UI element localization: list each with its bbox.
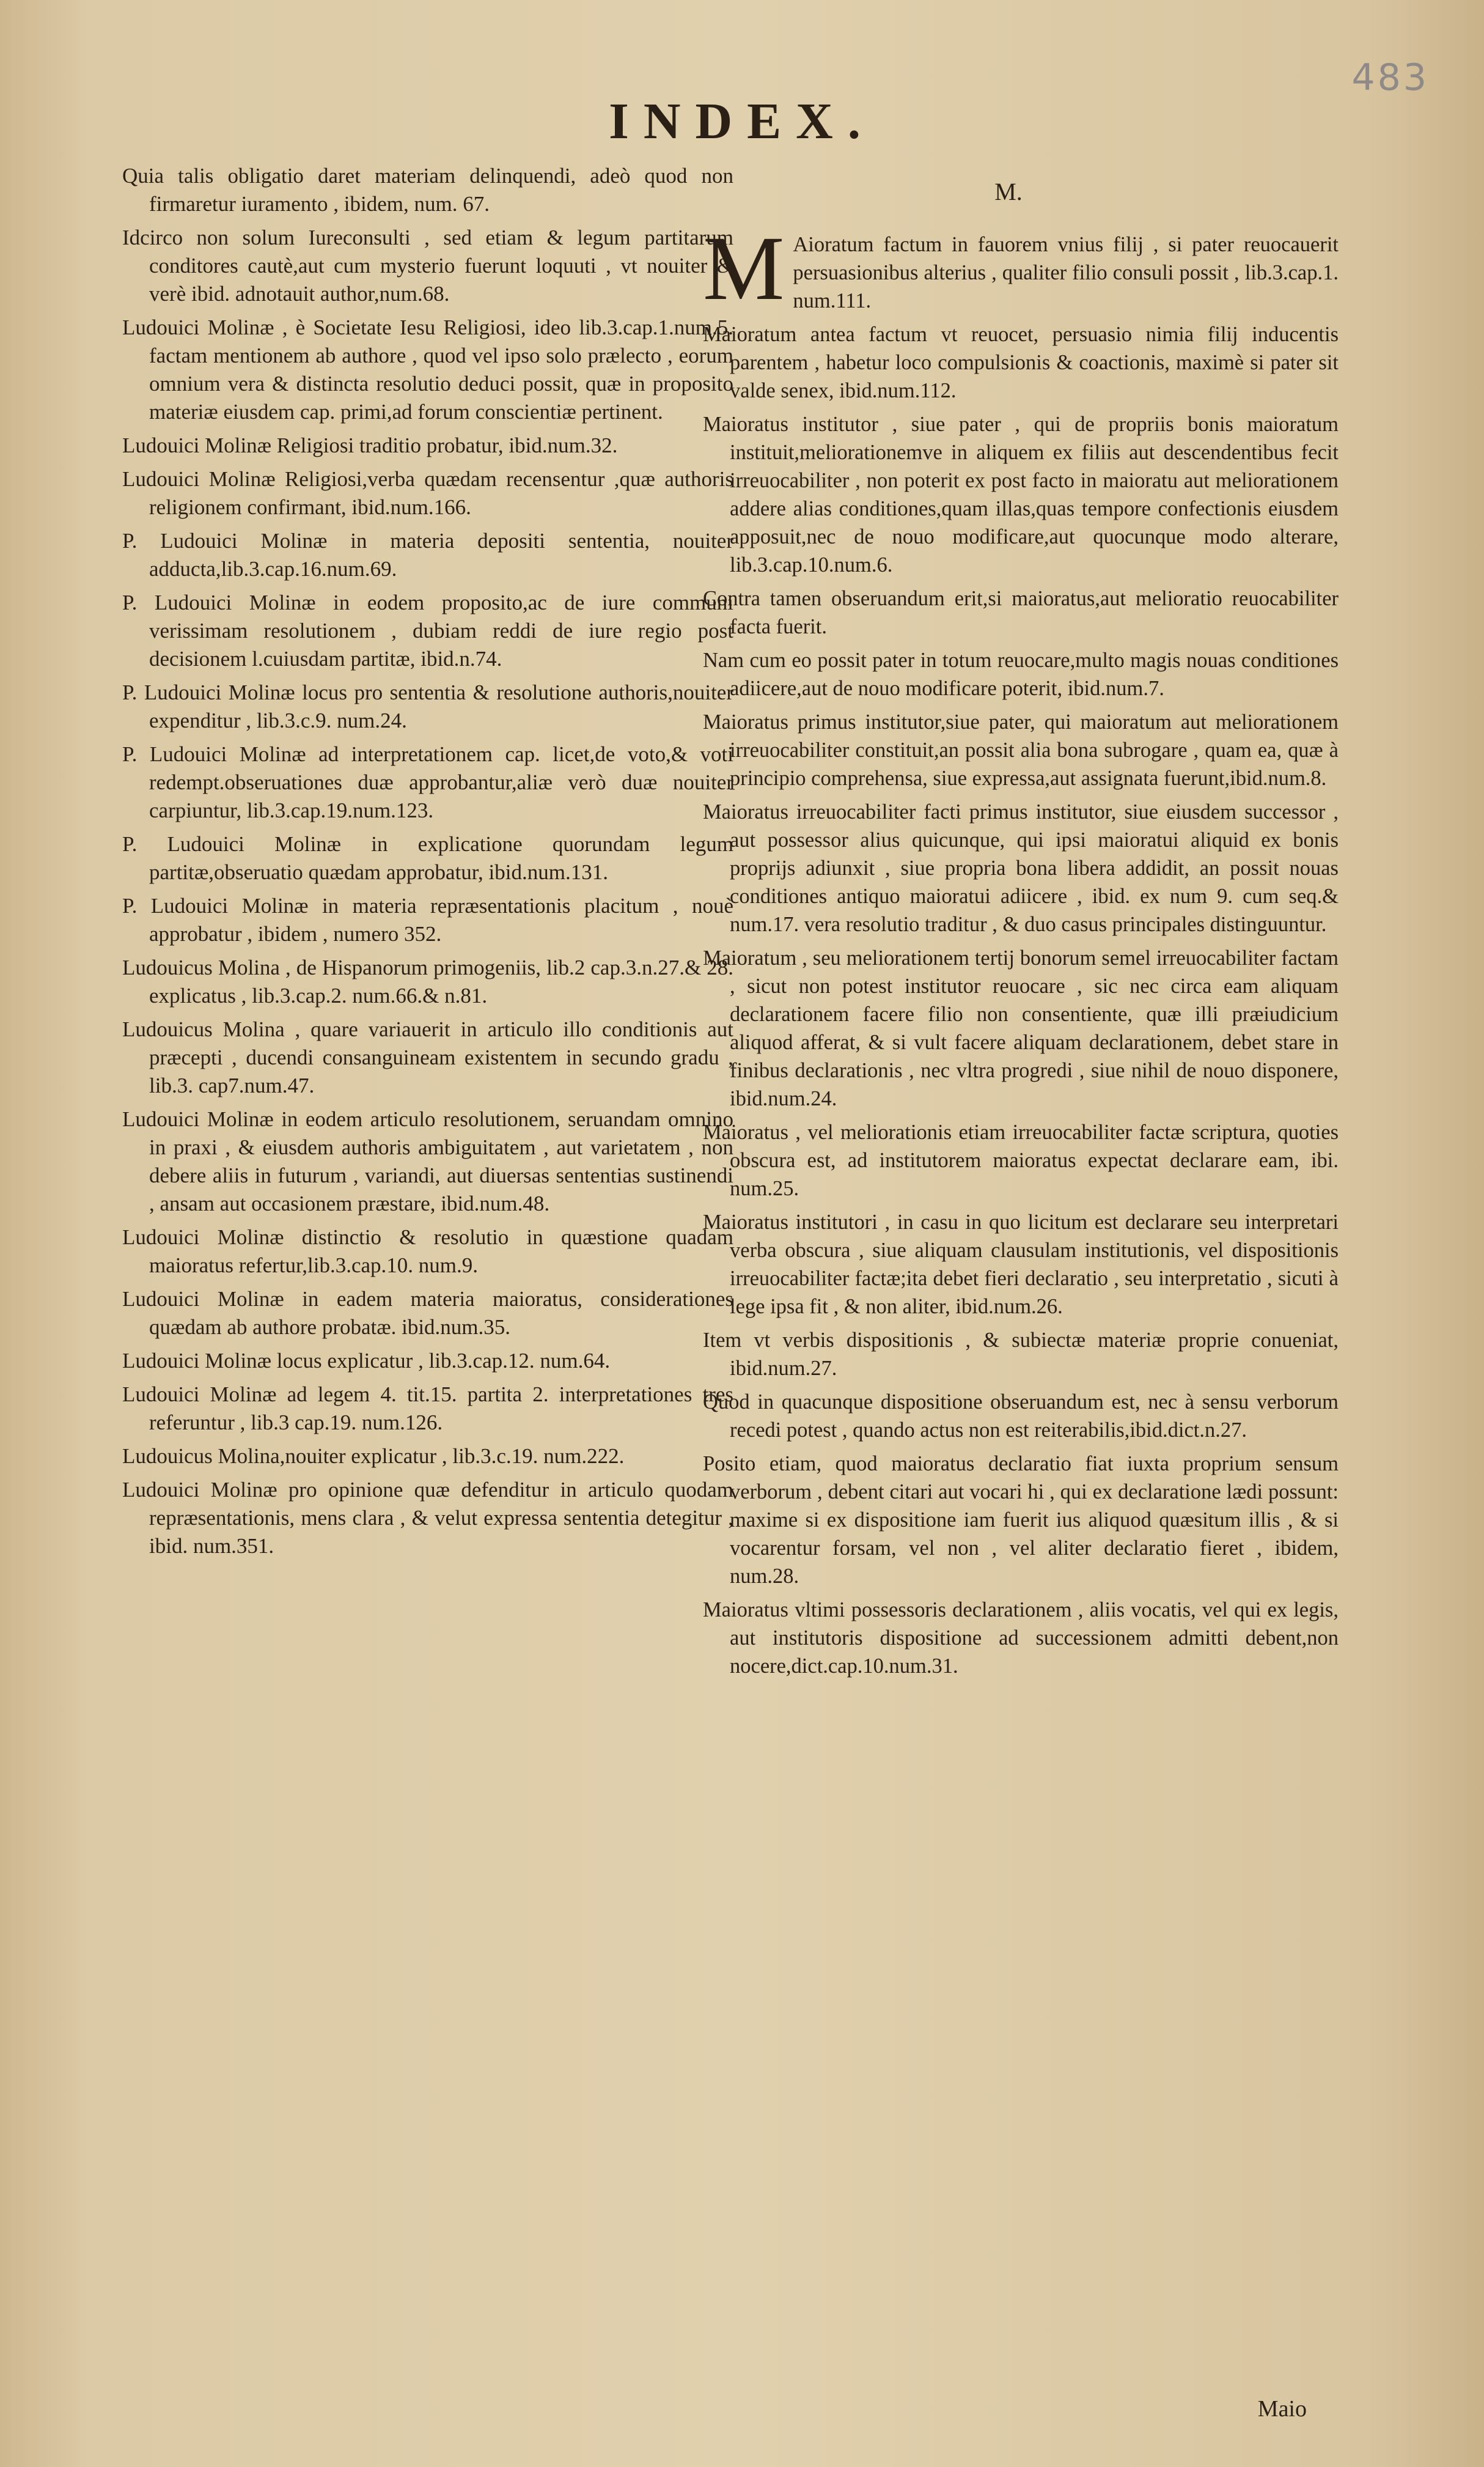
index-entry: Ludouici Molinæ pro opinione quæ defenditur in articulo quodam repræsentationis, mens clara , & velut expressa sententia detegitur , ibid. num.351. [122, 1478, 733, 1558]
index-entry: Ludouici Molinæ locus explicatur , lib.3.cap.12. num.64. [122, 1349, 611, 1373]
index-entry: Ludouicus Molina , quare variauerit in articulo illo conditionis aut præcepti , ducendi consanguineam existentem in secundo gradu , lib.3. cap7.num.47. [122, 1017, 733, 1097]
index-entry: Ludouici Molinæ in eodem articulo resolutionem, seruandam omnino in praxi , & eiusdem authoris ambiguitatem , aut varietatem , non debere aliis in futurum , variandi, aut diuersas sententias sustinendi , ansam aut occasionem præstare, ibid.num.48. [122, 1107, 733, 1215]
index-entry: P. Ludouici Molinæ in eodem proposito,ac de iure communi verissimam resolutionem , dubiam reddi de iure regio post decisionem l.cuiusdam partitæ, ibid.n.74. [122, 591, 733, 671]
drop-cap: M [703, 218, 785, 319]
index-entry: Item vt verbis dispositionis , & subiectæ materiæ proprie conueniat, ibid.num.27. [703, 1329, 1339, 1380]
index-entry-first [703, 218, 1339, 319]
left-column [122, 162, 733, 1566]
first-entry-text: Aioratum factum in fauorem vnius filij , si pater reuocauerit persuasionibus alterius , qualiter filio consuli possit , lib.3.cap.1. num.111. [793, 233, 1339, 312]
index-entry: P. Ludouici Molinæ ad interpretationem cap. licet,de voto,& voti redempt.obseruationes duæ approbantur,aliæ verò duæ nouiter carpiuntur, lib.3.cap.19.num.123. [122, 742, 733, 822]
index-entry: Quod in quacunque dispositione obseruandum est, nec à sensu verborum recedi potest , quando actus non est reiterabilis,ibid.dict.n.27. [703, 1390, 1339, 1442]
index-entry: Maioratus institutori , in casu in quo licitum est declarare seu interpretari verba obscura , siue aliquam clausulam institutionis, vel dispositionis irreuocabiliter factæ;ita debet fieri declaratio , seu interpretatio , sicuti à lege ipsa fit , & non aliter, ibid.num.26. [703, 1211, 1339, 1318]
index-entry: Posito etiam, quod maioratus declaratio fiat iuxta proprium sensum verborum , debent citari aut vocari hi , qui ex declaratione lædi possunt: maxime si ex dispositione iam fuerit ius aliquod quæsitum illis , & si vocarentur forsam, vel non , vel aliter declaratio fieret , ibidem, num.28. [703, 1452, 1339, 1588]
index-entry: Quia talis obligatio daret materiam delinquendi, adeò quod non firmaretur iuramento , ibidem, num. 67. [122, 164, 733, 216]
index-entry: Maioratus , vel meliorationis etiam irreuocabiliter factæ scriptura, quoties obscura est, ad institutorem maioratus expectat declarare eam, ibi. num.25. [703, 1121, 1339, 1200]
index-entry: Maioratum , seu meliorationem tertij bonorum semel irreuocabiliter factam , sicut non potest institutor reuocare , sic nec circa eam aliquam declarationem facere filio non consentiente, quæ illi præiudicium aliquod afferat, & si vult facere aliquam declarationem, debet stare in finibus declarationis , nec vltra progredi , siue nihil de nouo disponere, ibid.num.24. [703, 946, 1339, 1110]
catchword: Maio [1257, 2396, 1307, 2422]
index-entry: Ludouici Molinæ ad legem 4. tit.15. partita 2. interpretationes tres referuntur , lib.3 cap.19. num.126. [122, 1382, 733, 1434]
folio-number: 483 [1351, 56, 1429, 99]
index-entry: Ludouici Molinæ in eadem materia maioratus, considerationes quædam ab authore probatæ. ibid.num.35. [122, 1287, 733, 1339]
index-entry: Maioratus vltimi possessoris declarationem , aliis vocatis, vel qui ex legis, aut institutoris dispositione ad successionem admitti debent,non nocere,dict.cap.10.num.31. [703, 1598, 1339, 1678]
page-header: INDEX. [609, 93, 875, 150]
index-entry: Ludouicus Molina,nouiter explicatur , lib.3.c.19. num.222. [122, 1444, 625, 1468]
index-entry: Idcirco non solum Iureconsulti , sed etiam & legum partitarum conditores cautè,aut cum mysterio fuerunt loquuti , vt nouiter & verè ibid. adnotauit author,num.68. [122, 226, 733, 306]
index-entry: Maioratus primus institutor,siue pater, qui maioratum aut meliorationem irreuocabiliter constituit,an possit alia bona subrogare , quam ea, quæ à principio comprehensa, siue expressa,aut assignata fuerunt,ibid.num.8. [703, 710, 1339, 790]
index-entry: Nam cum eo possit pater in totum reuocare,multo magis nouas conditiones adiicere,aut de nouo modificare poterit, ibid.num.7. [703, 649, 1339, 700]
index-entry: Ludouici Molinæ distinctio & resolutio in quæstione quadam maioratus refertur,lib.3.cap.10. num.9. [122, 1225, 733, 1277]
index-entry: Maioratus institutor , siue pater , qui de propriis bonis maioratum instituit,meliorationemve in aliquem ex filiis aut descendentibus fecit irreuocabiliter , non poterit ex post facto in maioratu aut meliorationem addere alias conditiones,quam illas,quas tempore confectionis eiusdem apposuit,nec de nouo modificare,aut quocunque modo alterare, lib.3.cap.10.num.6. [703, 413, 1339, 577]
section-letter: M. [994, 178, 1023, 205]
index-entry: Maioratus irreuocabiliter facti primus institutor, siue eiusdem successor , aut possessor alius quicunque, qui ipsi maioratui aliquid ex bonis proprijs adiunxit , siue propria bona libera addidit, an possit nouas conditiones antiquo maioratui adiicere , ibid. ex num 9. cum seq.& num.17. vera resolutio traditur , & duo casus principales distinguuntur. [703, 800, 1339, 936]
index-entry: P. Ludouici Molinæ in materia depositi sententia, nouiter adducta,lib.3.cap.16.num.69. [122, 529, 733, 581]
index-entry: Maioratum antea factum vt reuocet, persuasio nimia filij inducentis parentem , habetur loco compulsionis & coactionis, maximè si pater sit valde senex, ibid.num.112. [703, 323, 1339, 402]
index-entry: P. Ludouici Molinæ in materia repræsentationis placitum , nouè approbatur , ibidem , numero 352. [122, 894, 733, 946]
index-entry: Ludouicus Molina , de Hispanorum primogeniis, lib.2 cap.3.n.27.& 28. explicatus , lib.3.cap.2. num.66.& n.81. [122, 956, 733, 1008]
index-entry: Ludouici Molinæ Religiosi traditio probatur, ibid.num.32. [122, 433, 618, 457]
index-entry: Ludouici Molinæ , è Societate Iesu Religiosi, ideo lib.3.cap.1.num.5. factam mentionem ab authore , quod vel ipso solo prælecto , eorum omnium vera & distincta resolutio deduci possit, quæ in proposito materiæ eiusdem cap. primi,ad forum conscientiæ pertinent. [122, 315, 733, 424]
index-entry: P. Ludouici Molinæ in explicatione quorundam legum partitæ,obseruatio quædam approbatur, ibid.num.131. [122, 832, 733, 884]
index-entry: Contra tamen obseruandum erit,si maioratus,aut melioratio reuocabiliter facta fuerit. [703, 587, 1339, 638]
index-entry: P. Ludouici Molinæ locus pro sententia & resolutione authoris,nouiter expenditur , lib.3.c.9. num.24. [122, 680, 733, 732]
index-entry: Ludouici Molinæ Religiosi,verba quædam recensentur ,quæ authoris religionem confirmant, ibid.num.166. [122, 467, 733, 519]
right-column [703, 177, 1339, 1686]
